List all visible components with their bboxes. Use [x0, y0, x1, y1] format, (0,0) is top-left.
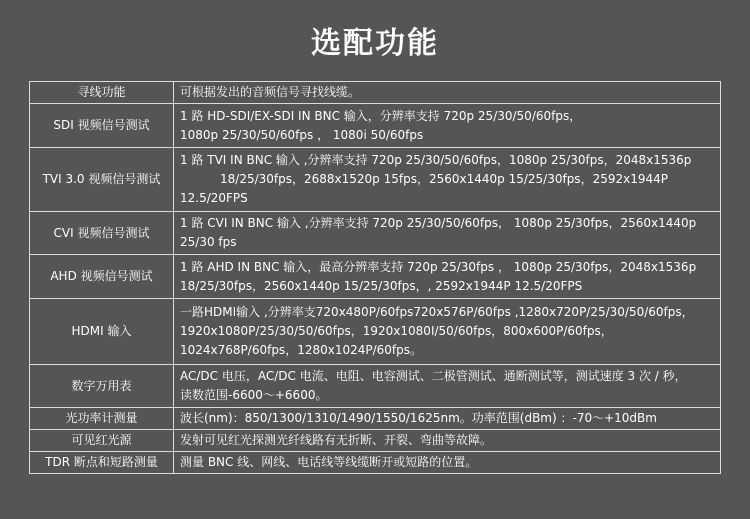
row-label: CVI 视频信号测试 — [30, 212, 174, 255]
row-value-line: 1 路 TVI IN BNC 输入 ,分辨率支持 720p 25/30/50/60fps，1080p 25/30fps，2048x1536p — [180, 153, 692, 167]
row-label: SDI 视频信号测试 — [30, 104, 174, 148]
row-value — [174, 365, 721, 408]
row-label: HDMI 输入 — [30, 299, 174, 365]
row-value-line: 12.5/20FPS — [180, 191, 248, 205]
table-row — [30, 365, 721, 408]
row-label: 光功率计测量 — [30, 408, 174, 430]
row-value-line: 测量 BNC 线、网线、电话线等线缆断开或短路的位置。 — [180, 455, 478, 469]
row-value-line: 1080p 25/30/50/60fps ， 1080i 50/60fps — [180, 127, 424, 142]
table-row — [30, 452, 721, 474]
row-value-line: 18/25/30fps，2688x1520p 15fps，2560x1440p 15/25/30fps，2592x1944P — [220, 172, 668, 186]
row-label: 数字万用表 — [30, 365, 174, 408]
row-value-line: 1 路 HD-SDI/EX-SDI IN BNC 输入，分辨率支持 720p 25/30/50/60fps， — [180, 108, 582, 123]
table-row — [30, 104, 721, 148]
row-value — [174, 255, 721, 299]
table-row — [30, 82, 721, 104]
row-value-line: 1 路 CVI IN BNC 输入 ,分辨率支持 720p 25/30/50/60fps， 1080p 25/30fps，2560x1440p — [180, 216, 697, 230]
spec-table — [29, 81, 721, 474]
row-value-line: 发射可见红光探测光纤线路有无折断、开裂、弯曲等故障。 — [180, 433, 493, 447]
row-value — [174, 430, 721, 452]
row-value — [174, 82, 721, 104]
row-value — [174, 212, 721, 255]
table-row — [30, 408, 721, 430]
table-row — [30, 430, 721, 452]
row-value — [174, 148, 721, 212]
row-label: AHD 视频信号测试 — [30, 255, 174, 299]
row-value-line: 18/25/30fps，2560x1440p 15/25/30fps，, 2592x1944P 12.5/20FPS — [180, 278, 583, 293]
row-label: 寻线功能 — [30, 82, 174, 104]
row-value-line: 1920x1080P/25/30/50/60fps，1920x1080I/50/60fps，800x600P/60fps， — [180, 324, 613, 338]
row-value-line: 25/30 fps — [180, 235, 237, 249]
row-value — [174, 408, 721, 430]
row-label: 可见红光源 — [30, 430, 174, 452]
row-value-line: 波长(nm)：850/1300/1310/1490/1550/1625nm。功率范围(dBm) ：-70～+10dBm — [180, 411, 657, 425]
row-value — [174, 299, 721, 365]
row-value-line: 一路HDMI输入 ,分辨率支720x480P/60fps720x576P/60fps ,1280x720P/25/30/50/60fps， — [180, 305, 694, 319]
row-value-line: AC/DC 电压，AC/DC 电流、电阻、电容测试、二极管测试、通断测试等，测试速度 3 次 / 秒， — [180, 369, 687, 383]
page-title: 选配功能 — [311, 26, 439, 61]
table-row — [30, 255, 721, 299]
table-row — [30, 299, 721, 365]
row-value-line: 1 路 AHD IN BNC 输入，最高分辨率支持 720p 25/30fps ， 1080p 25/30fps，2048x1536p — [180, 259, 697, 274]
row-value-line: 可根据发出的音频信号寻找线缆。 — [180, 85, 361, 99]
table-row — [30, 148, 721, 212]
row-value-line: 1024x768P/60fps，1280x1024P/60fps。 — [180, 343, 423, 357]
row-label: TVI 3.0 视频信号测试 — [30, 148, 174, 212]
row-label: TDR 断点和短路测量 — [30, 452, 174, 474]
row-value — [174, 104, 721, 148]
table-row — [30, 212, 721, 255]
row-value — [174, 452, 721, 474]
row-value-line: 读数范围-6600～+6600。 — [180, 388, 328, 402]
